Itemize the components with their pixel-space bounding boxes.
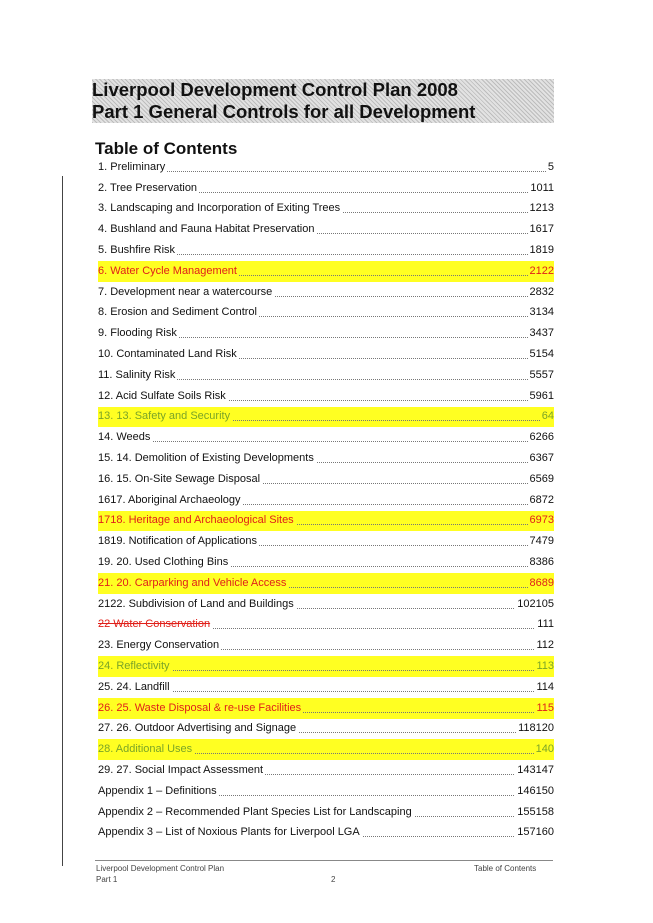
footer-doc-name: Liverpool Development Control Plan (96, 864, 225, 873)
toc-entry-page: 2832 (529, 285, 554, 298)
toc-entry[interactable] (98, 303, 554, 324)
toc-entry-page: 7479 (529, 535, 554, 548)
toc-entry[interactable] (98, 739, 554, 760)
document-title-line-1: Liverpool Development Control Plan 2008 (92, 79, 458, 100)
toc-entry-title: 24. Reflectivity (98, 659, 170, 672)
toc-entry[interactable] (98, 386, 554, 407)
toc-entry-page: 6872 (529, 493, 554, 506)
document-title-line-2: Part 1 General Controls for all Development (92, 101, 476, 122)
toc-entry[interactable] (98, 760, 554, 781)
toc-entry[interactable] (98, 427, 554, 448)
toc-entry[interactable] (98, 490, 554, 511)
footer-divider (95, 860, 553, 861)
toc-entry[interactable] (98, 157, 554, 178)
toc-entry-title: 8. Erosion and Sediment Control (98, 306, 257, 319)
toc-entry-page: 6266 (529, 431, 554, 444)
toc-entry[interactable] (98, 677, 554, 698)
toc-entry[interactable] (98, 656, 554, 677)
toc-entry-page: 1617 (529, 223, 554, 236)
toc-entry-page: 146150 (517, 784, 554, 797)
footer-section: Table of Contents (474, 864, 537, 873)
toc-entry-page: 115 (536, 701, 554, 714)
toc-entry-page: 5961 (529, 389, 554, 402)
toc-entry-page: 118120 (518, 722, 554, 735)
toc-entry-title: 10. Contaminated Land Risk (98, 347, 237, 360)
toc-entry-page: 5154 (529, 347, 554, 360)
toc-entry[interactable] (98, 802, 554, 823)
toc-entry-title: 1617. Aboriginal Archaeology (98, 493, 241, 506)
toc-entry[interactable] (98, 511, 554, 532)
toc-entry-title: Appendix 2 – Recommended Plant Species List for Landscaping (98, 805, 412, 818)
toc-entry[interactable] (98, 781, 554, 802)
toc-entry-title: 2122. Subdivision of Land and Buildings (98, 597, 294, 610)
toc-entry[interactable] (98, 344, 554, 365)
toc-entry-title: 15. 14. Demolition of Existing Developments (98, 451, 314, 464)
toc-entry-title: 21. 20. Carparking and Vehicle Access (98, 576, 287, 589)
toc-entry-page: 3437 (529, 327, 554, 340)
toc-entry-page: 111 (537, 618, 554, 631)
toc-entry-title: 26. 25. Waste Disposal & re-use Facilities (98, 701, 302, 714)
toc-entry-page: 114 (536, 680, 554, 693)
toc-entry[interactable] (98, 698, 554, 719)
footer-part: Part 1 (96, 875, 118, 884)
toc-entry-title: 22 Water Conservation (98, 618, 211, 631)
toc-entry-title: 12. Acid Sulfate Soils Risk (98, 389, 226, 402)
toc-entry[interactable] (98, 719, 554, 740)
toc-entry-title: 19. 20. Used Clothing Bins (98, 555, 229, 568)
toc-entry-title: 7. Development near a watercourse (98, 285, 273, 298)
toc-entry-page: 64 (541, 410, 554, 423)
toc-entry-page: 5 (547, 160, 554, 173)
toc-entry-title: 29. 27. Social Impact Assessment (98, 763, 264, 776)
toc-entry[interactable] (98, 823, 554, 844)
toc-entry-title: 28. Additional Uses (98, 743, 193, 756)
toc-entry-title: 3. Landscaping and Incorporation of Exiting Trees (98, 202, 341, 215)
toc-entry-page: 143147 (517, 763, 554, 776)
toc-entry-title: 27. 26. Outdoor Advertising and Signage (98, 722, 297, 735)
revision-bar (62, 176, 63, 866)
toc-entry[interactable] (98, 469, 554, 490)
toc-entry-title: 1. Preliminary (98, 160, 166, 173)
toc-entry-page: 1011 (530, 181, 554, 194)
table-of-contents (98, 157, 554, 843)
footer-page-number: 2 (331, 875, 336, 884)
toc-entry-title: Appendix 3 – List of Noxious Plants for Liverpool LGA (98, 826, 360, 839)
toc-entry-page: 113 (536, 659, 554, 672)
toc-entry[interactable] (98, 240, 554, 261)
toc-entry-page: 6973 (529, 514, 554, 527)
toc-entry-page: 6367 (529, 451, 554, 464)
toc-entry[interactable] (98, 219, 554, 240)
toc-entry-page: 112 (536, 639, 554, 652)
toc-entry-title: 13. 13. Safety and Security (98, 410, 231, 423)
toc-entry[interactable] (98, 573, 554, 594)
toc-entry-title: 25. 24. Landfill (98, 680, 170, 693)
document-title-block (92, 79, 554, 123)
toc-entry[interactable] (98, 407, 554, 428)
toc-entry-page: 3134 (529, 306, 554, 319)
toc-entry-title: 4. Bushland and Fauna Habitat Preservation (98, 223, 315, 236)
toc-entry-title: Appendix 1 – Definitions (98, 784, 217, 797)
toc-entry[interactable] (98, 282, 554, 303)
toc-entry-title: 1718. Heritage and Archaeological Sites (98, 514, 294, 527)
toc-entry-title: 14. Weeds (98, 431, 151, 444)
toc-entry-title: 1819. Notification of Applications (98, 535, 257, 548)
toc-entry[interactable] (98, 615, 554, 636)
toc-entry-page: 8689 (529, 576, 554, 589)
toc-entry[interactable] (98, 448, 554, 469)
toc-entry-page: 155158 (517, 805, 554, 818)
toc-leader-dots (98, 441, 554, 442)
toc-entry-page: 1819 (529, 243, 554, 256)
toc-heading: Table of Contents (95, 139, 238, 158)
toc-entry[interactable] (98, 199, 554, 220)
toc-entry-title: 6. Water Cycle Management (98, 264, 237, 277)
toc-entry[interactable] (98, 552, 554, 573)
toc-entry-title: 23. Energy Conservation (98, 639, 220, 652)
toc-entry-title: 9. Flooding Risk (98, 327, 177, 340)
toc-entry[interactable] (98, 261, 554, 282)
toc-entry-title: 11. Salinity Risk (98, 368, 176, 381)
toc-entry[interactable] (98, 323, 554, 344)
toc-entry-page: 157160 (517, 826, 554, 839)
toc-entry-page: 102105 (517, 597, 554, 610)
toc-entry-title: 2. Tree Preservation (98, 181, 198, 194)
toc-entry[interactable] (98, 531, 554, 552)
toc-entry[interactable] (98, 178, 554, 199)
toc-entry[interactable] (98, 594, 554, 615)
toc-entry-page: 1213 (529, 202, 554, 215)
toc-entry[interactable] (98, 365, 554, 386)
toc-entry-page: 8386 (529, 555, 554, 568)
toc-entry-page: 5557 (529, 368, 554, 381)
toc-entry[interactable] (98, 635, 554, 656)
toc-entry-title: 5. Bushfire Risk (98, 243, 176, 256)
toc-entry-title: 16. 15. On-Site Sewage Disposal (98, 472, 261, 485)
toc-entry-page: 2122 (529, 264, 554, 277)
toc-entry-page: 140 (535, 743, 554, 756)
toc-entry-page: 6569 (529, 472, 554, 485)
